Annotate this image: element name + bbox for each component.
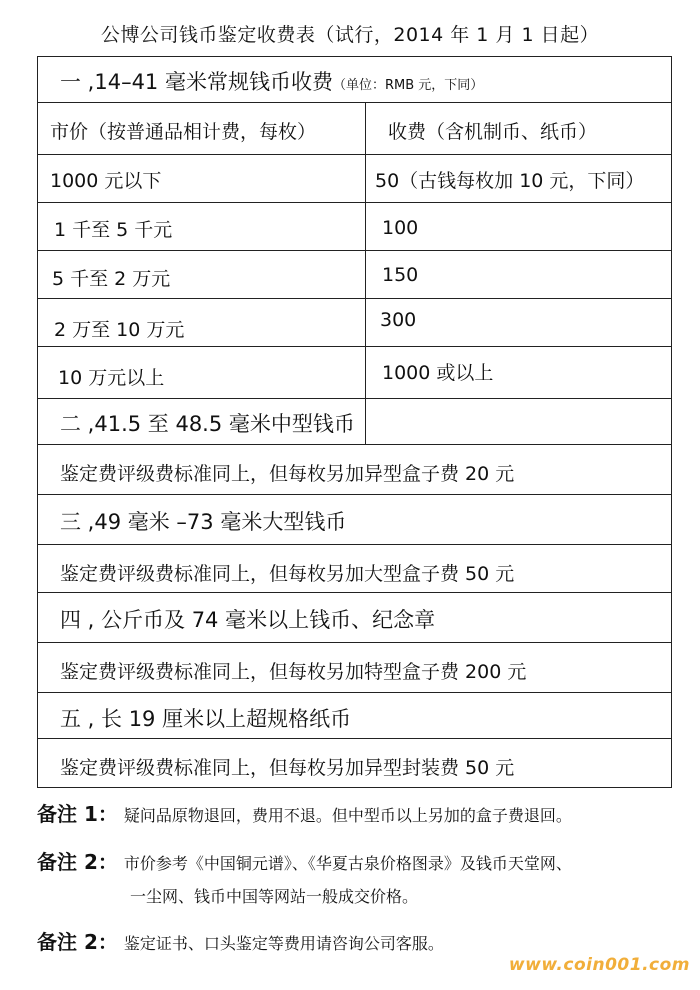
section-4-heading: 四 , 公斤币及 74 毫米以上钱币、纪念章 <box>60 608 436 632</box>
section-1-heading: 一 ,14–41 毫米常规钱币收费（单位：RMB 元，下同） <box>60 70 484 94</box>
section-2-heading-row <box>38 399 671 445</box>
section-2-text-row <box>38 445 671 495</box>
section-3-heading-row <box>38 495 671 545</box>
section-3-text-row <box>38 545 671 593</box>
section-1-heading-row <box>38 57 671 103</box>
note-2-label: 备注 2： <box>37 850 118 874</box>
section-2-text: 鉴定费评级费标准同上，但每枚另加异型盒子费 20 元 <box>60 463 515 485</box>
note-1-label: 备注 1： <box>37 802 118 826</box>
price-cell: 1000 元以下 <box>50 170 162 192</box>
note-2-text-line-1: 市价参考《中国铜元谱》、《华夏古泉价格图录》及钱币天堂网、 <box>123 854 572 873</box>
column-divider <box>365 103 366 445</box>
fee-table <box>37 56 672 788</box>
watermark: www.coin001.com <box>508 955 690 975</box>
price-cell: 2 万至 10 万元 <box>54 319 185 341</box>
unit-note: （单位：RMB 元，下同） <box>332 78 484 93</box>
price-cell: 1 千至 5 千元 <box>54 219 173 241</box>
fee-cell: 50（古钱每枚加 10 元，下同） <box>375 170 645 192</box>
note-1-text: 疑问品原物退回，费用不退。但中型币以上另加的盒子费退回。 <box>123 806 572 825</box>
note-1 <box>37 798 572 827</box>
fee-column-header: 收费（含机制币、纸币） <box>388 121 598 143</box>
section-4-heading-row <box>38 593 671 643</box>
section-3-heading: 三 ,49 毫米 –73 毫米大型钱币 <box>60 510 347 534</box>
section-5-heading-row <box>38 693 671 739</box>
fee-cell: 100 <box>382 217 419 239</box>
note-3 <box>37 926 444 955</box>
note-2-text-line-2: 一尘网、钱币中国等网站一般成交价格。 <box>130 887 419 906</box>
section-5-text-row <box>38 739 671 789</box>
price-cell: 5 千至 2 万元 <box>52 268 171 290</box>
fee-cell: 150 <box>382 264 419 286</box>
fee-cell: 300 <box>380 309 417 331</box>
price-column-header: 市价（按普通品相计费，每枚） <box>50 121 317 143</box>
price-cell: 10 万元以上 <box>58 367 165 389</box>
fee-cell: 1000 或以上 <box>382 362 494 384</box>
table-row <box>38 155 671 203</box>
table-row <box>38 251 671 299</box>
section-4-text: 鉴定费评级费标准同上，但每枚另加特型盒子费 200 元 <box>60 661 527 683</box>
table-row <box>38 299 671 347</box>
table-row <box>38 203 671 251</box>
note-3-label: 备注 2： <box>37 930 118 954</box>
note-2-line-2 <box>130 884 418 907</box>
section-3-text: 鉴定费评级费标准同上，但每枚另加大型盒子费 50 元 <box>60 563 515 585</box>
section-5-heading: 五 , 长 19 厘米以上超规格纸币 <box>60 707 352 731</box>
page-title: 公博公司钱币鉴定收费表（试行，2014 年 1 月 1 日起） <box>100 24 600 46</box>
section-4-text-row <box>38 643 671 693</box>
note-2 <box>37 846 572 875</box>
note-3-text: 鉴定证书、口头鉴定等费用请咨询公司客服。 <box>123 934 444 953</box>
section-5-text: 鉴定费评级费标准同上，但每枚另加异型封装费 50 元 <box>60 757 515 779</box>
table-row <box>38 347 671 399</box>
column-header-row <box>38 103 671 155</box>
section-2-heading: 二 ,41.5 至 48.5 毫米中型钱币 <box>60 412 355 436</box>
